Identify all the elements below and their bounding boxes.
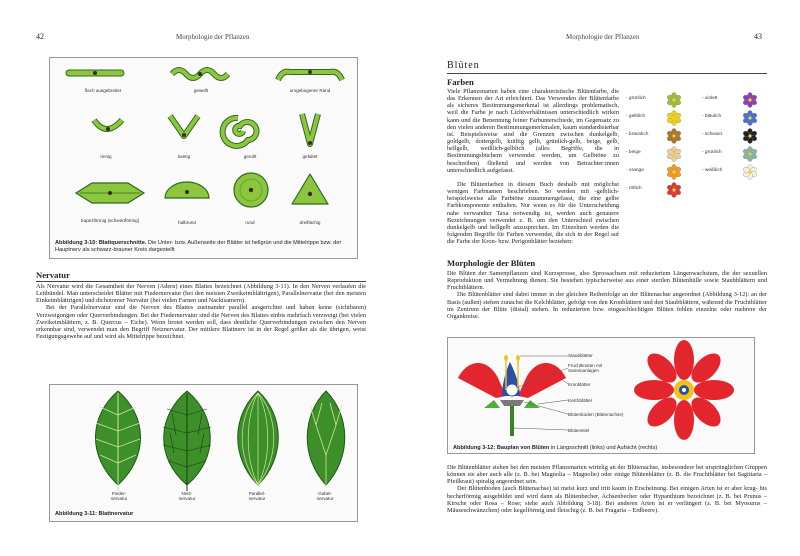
flower-swatch-icon bbox=[666, 164, 682, 180]
label-bluetenstiel: Blütenstiel bbox=[568, 428, 590, 433]
section-divider bbox=[36, 281, 366, 282]
figure-3-10-caption: Abbildung 3-10: Blattquerschnitte. Die Unter- bzw. Außenseite der Blätter ist hellgrün und die Mittelrippe bzw. der Hauptnerv als schwarz-brauner Kreis dargestellt bbox=[55, 240, 342, 253]
color-swatch-label: - bräunlich bbox=[626, 132, 649, 137]
nervatur-paragraph-1: Als Nervatur wird die Gesamtheit der Nerven (Adern) eines Blattes bezeichnet (Abbildung 3-11). In den Nerven verlaufen die Leitbündel. Man unterscheidet Blätter mit Fiedernervatur (bei den meisten Zweikeimblättrigen), Parallelnervatur (bei den meisten Einkeimblättrigen) und dichotomer Nervatur (bei vielen Farnen und Nacktsamern). bbox=[36, 283, 366, 305]
label-fruchtknoten: Fruchtknoten mit Samenanlagen bbox=[568, 363, 603, 374]
color-swatch-label: - gelblich bbox=[626, 114, 646, 119]
morph-paragraph-4: Der Blütenboden (auch Blütenachse) ist meist kurz und tritt kaum in Erscheinung. Bei einigen Arten ist er aber krug- bis becherförmig ausgebildet und wird dann als Blütenbecher, Achsenbecher oder Hypanthium bezeichnet (z. B. bei Prunus – Kirsche oder Rosa – Rose; siehe auch Abbildung 3-18). Bei anderen Arten ist er verlängert (z. B. bei Myosurus – Mäuseschwänzchen) oder kegelförmig und fleischig (z. B. bei Fragaria – Erdbeere). bbox=[447, 485, 767, 514]
flower-swatch-icon bbox=[666, 182, 682, 198]
label-gerollt: gerollt bbox=[243, 154, 257, 159]
section-title-farben: Farben bbox=[447, 77, 474, 87]
figure-leaf-cross-sections bbox=[49, 57, 358, 259]
flower-swatch-icon bbox=[742, 92, 758, 108]
flower-swatch-icon bbox=[742, 110, 758, 126]
leaf-cross-sections-illustration bbox=[50, 58, 359, 228]
color-swatch-label: - rötlich bbox=[626, 186, 642, 191]
flower-top-view bbox=[634, 340, 734, 440]
cross-section-curled-edge bbox=[278, 70, 342, 80]
flower-swatch-icon bbox=[742, 146, 758, 162]
color-swatch-item bbox=[626, 92, 696, 106]
cross-section-channeled bbox=[94, 120, 122, 131]
morph-text-bottom bbox=[447, 464, 767, 514]
label-fiedernervatur: Fieder- nervatur bbox=[110, 491, 128, 502]
flower-swatch-icon bbox=[666, 146, 682, 162]
label-rund: rund bbox=[245, 220, 255, 225]
label-gabelnervatur: Gabel- nervatur bbox=[316, 491, 334, 502]
label-rinnig: rinnig bbox=[100, 154, 112, 159]
leaf-net bbox=[163, 391, 211, 491]
label-staubblaetter: Staubblätter bbox=[568, 353, 593, 358]
color-swatch-item bbox=[626, 110, 696, 124]
cross-section-rolled bbox=[223, 118, 257, 146]
nervatur-paragraph-2: Bei der Parallelnervatur sind die Nerven des Blattes zueinander parallel ausgerichtet und haben keine (sichtbaren) Verzweigungen oder Querverbindungen. Bei der Fiedernervatur sind die Nerven des Blattes einbis mehrfach verzweigt (bei vielen Zweikeimblättern, z. B. Quercus – Eiche). Wenn brotet werden soll, dass deutliche Querverbindungen zwischen den Nerven erkennbar sind, verwendet man den Begriff Netznervatur. Der mittlere Blattnerv ist in der Regel größer als die übrigen, weist Festigungsgewebe auf und wird als Mittelrippe bezeichnet. bbox=[36, 304, 366, 341]
label-bluetenboden: Blütenboden (Blütenachse) bbox=[568, 412, 624, 417]
leaf-venation-illustration bbox=[50, 385, 359, 495]
label-kronblaetter: Kronblätter bbox=[568, 382, 591, 387]
cross-section-angular bbox=[170, 116, 198, 137]
color-swatch-label: - grünlich bbox=[626, 96, 646, 101]
color-swatch-label: - orange bbox=[626, 168, 644, 173]
chapter-title: Blüten bbox=[447, 60, 480, 71]
figure-3-12-caption: Abbildung 3-12: Bauplan von Blüten in Längsschnitt (links) und Aufsicht (rechts) bbox=[453, 445, 658, 451]
flower-longitudinal-section bbox=[458, 355, 566, 436]
color-swatch-item bbox=[626, 146, 696, 160]
label-gewellt: gewellt bbox=[193, 88, 209, 93]
running-header-left: Morphologie der Pflanzen bbox=[176, 33, 250, 41]
label-netznervatur: Netz- nervatur bbox=[178, 491, 196, 502]
label-parallelnervatur: Parallel- nervatur bbox=[248, 491, 266, 502]
figure-3-11-caption: Abbildung 3-11: Blattnervatur bbox=[55, 511, 134, 517]
morph-text-top bbox=[447, 270, 767, 320]
right-page bbox=[400, 0, 800, 556]
label-gefaltet: gefaltet bbox=[302, 154, 318, 159]
color-swatch-item bbox=[626, 128, 696, 142]
color-swatch-item bbox=[702, 128, 772, 142]
label-halbrund: halbrund bbox=[178, 220, 196, 225]
color-swatch-label: - violett bbox=[702, 96, 718, 101]
running-header-right: Morphologie der Pflanzen bbox=[566, 33, 640, 41]
flower-swatch-icon bbox=[742, 128, 758, 144]
cross-section-folded bbox=[302, 114, 318, 145]
cross-section-semicircular bbox=[165, 182, 209, 198]
figure-leaf-venation bbox=[49, 384, 358, 522]
farben-text-2: Die Blütenfarben in diesem Buch deshalb mit möglichst wenigen Farbnamen beschrieben. So werden mit -gelblich- beispielsweise alle Farbtöne zusammengefasst, die eine gelbe Farbkomponente enthalten. Nur wenn es für die Unterscheidung nahe verwandter Taxa notwendig ist, werden auch genauere Bezeichnungen verwendet z. B. um den Unterschied zwischen dunkelgelb und hellgelb anzusprechen. Im Einzelnen werden die folgenden Begriffe für Farben verwendet, die sich in der Regel auf die Farbe der Kron- bzw. Perigonblätter beziehen: bbox=[447, 181, 619, 246]
color-swatch-label: - bläulich bbox=[702, 114, 722, 119]
morph-paragraph-3: Die Blütenblätter stehen bei den meisten Pflanzenarten wirtelig an der Blütenachse, insbesondere bei ursprünglichen Gruppen können sie aber auch alle (z. B. bei Magnolia – Magnolie) oder einige Blütenblätter (z. B. die Fruchtblätter bei Sagittaria – Pfeilkraut) spiralig angeordnet sein. bbox=[447, 464, 767, 486]
color-swatch-label: - weißlich bbox=[702, 168, 723, 173]
flower-swatch-icon bbox=[666, 110, 682, 126]
flower-structure-illustration bbox=[448, 338, 756, 442]
section-title-morphologie: Morphologie der Blüten bbox=[447, 258, 536, 268]
color-swatch-label: - schwarz bbox=[702, 132, 723, 137]
nervatur-text bbox=[36, 283, 366, 340]
cross-section-wavy bbox=[172, 70, 228, 78]
section-title-nervatur: Nervatur bbox=[36, 270, 70, 280]
page-number-left: 42 bbox=[36, 32, 44, 41]
leaf-parallel bbox=[238, 391, 279, 485]
label-kelchblaetter: Kelchblätter bbox=[568, 398, 593, 403]
morph-paragraph-2: Die Blütenblätter sind dabei immer in der gleichen Reihenfolge an der Blütenachse angeordnet (Abbildung 3-12): an der Basis (außen) stehen zunächst die Kelchblätter, gefolgt von den Kronblättern und den Staubblättern, während die Fruchtblätter im Zentrum der Blüte (distal) stehen. In reduzierten bzw. eingeschlechtigen Blüten fehlen einzelne oder mehrere der Organkreise. bbox=[447, 291, 767, 320]
label-dreiflaechig: dreiflächig bbox=[299, 220, 321, 225]
color-swatch-label: - grünlich bbox=[702, 150, 722, 155]
color-swatch-label: - beige bbox=[626, 150, 641, 155]
label-trapez: trapezförmig (schwertförmig) bbox=[80, 218, 140, 223]
flower-swatch-icon bbox=[742, 164, 758, 180]
label-flach: flach ausgebreitet bbox=[84, 88, 122, 93]
color-swatch-item bbox=[626, 164, 696, 178]
farben-text: Viele Pflanzenarten haben eine charakteristische Blütenfarbe, die das Erkennen der Art erleichtert. Das Verwenden der Blütenfarbe als sicheres Bestimmungsmerkmal ist allerdings problematisch, weil die Farbe je nach Lichtverhältnissen unterschiedlich wirken kann und die Benennung feiner Farbunterschiede, im Gegensatz zu den vielen anderen Bestimmungsmerkmalen, kaum standardisierbar ist. Beispielsweise sind die Grenzen zwischen dunkelgelb, goldgelb, dottergelb, kräftig gelb, grünlich-gelb, beige, gelb, hellgelb, weißlich-gelblich (alles Begriffe, die in Bestimmungsbüchern verwendet werden, um Gelbtöne zu beschreiben) fließend und werden von Betrachter:innen unterschiedlich aufgefasst. bbox=[447, 88, 619, 174]
color-swatch-item bbox=[702, 110, 772, 124]
leaf-dichotomous bbox=[307, 391, 345, 485]
morph-paragraph-1: Die Blüten der Samenpflanzen sind Kurzsprosse, also Sprossachsen mit reduziertem Längenwachstum, die der sexuellen Reproduktion und Vermehrung dienen. Sie bestehen typischerweise aus einer sterilen Blütenhülle sowie Staubblättern und Fruchtblättern. bbox=[447, 270, 767, 292]
cross-section-flat bbox=[66, 70, 124, 76]
color-swatch-item bbox=[702, 164, 772, 178]
flower-swatch-icon bbox=[666, 128, 682, 144]
chapter-divider bbox=[447, 73, 767, 74]
label-kantig: kantig bbox=[177, 154, 191, 159]
color-swatch-panel bbox=[626, 92, 772, 202]
color-swatch-item bbox=[626, 182, 696, 196]
flower-swatch-icon bbox=[666, 92, 682, 108]
page-number-right: 43 bbox=[754, 32, 762, 41]
leaf-pinnate bbox=[95, 391, 140, 491]
cross-section-round bbox=[234, 173, 268, 207]
cross-section-trapezoid bbox=[76, 183, 144, 203]
color-swatch-item bbox=[702, 146, 772, 160]
figure-flower-structure bbox=[447, 337, 755, 454]
color-swatch-item bbox=[702, 92, 772, 106]
cross-section-triangular bbox=[292, 174, 328, 204]
label-umgebogen: umgebogener Rand bbox=[289, 88, 331, 93]
